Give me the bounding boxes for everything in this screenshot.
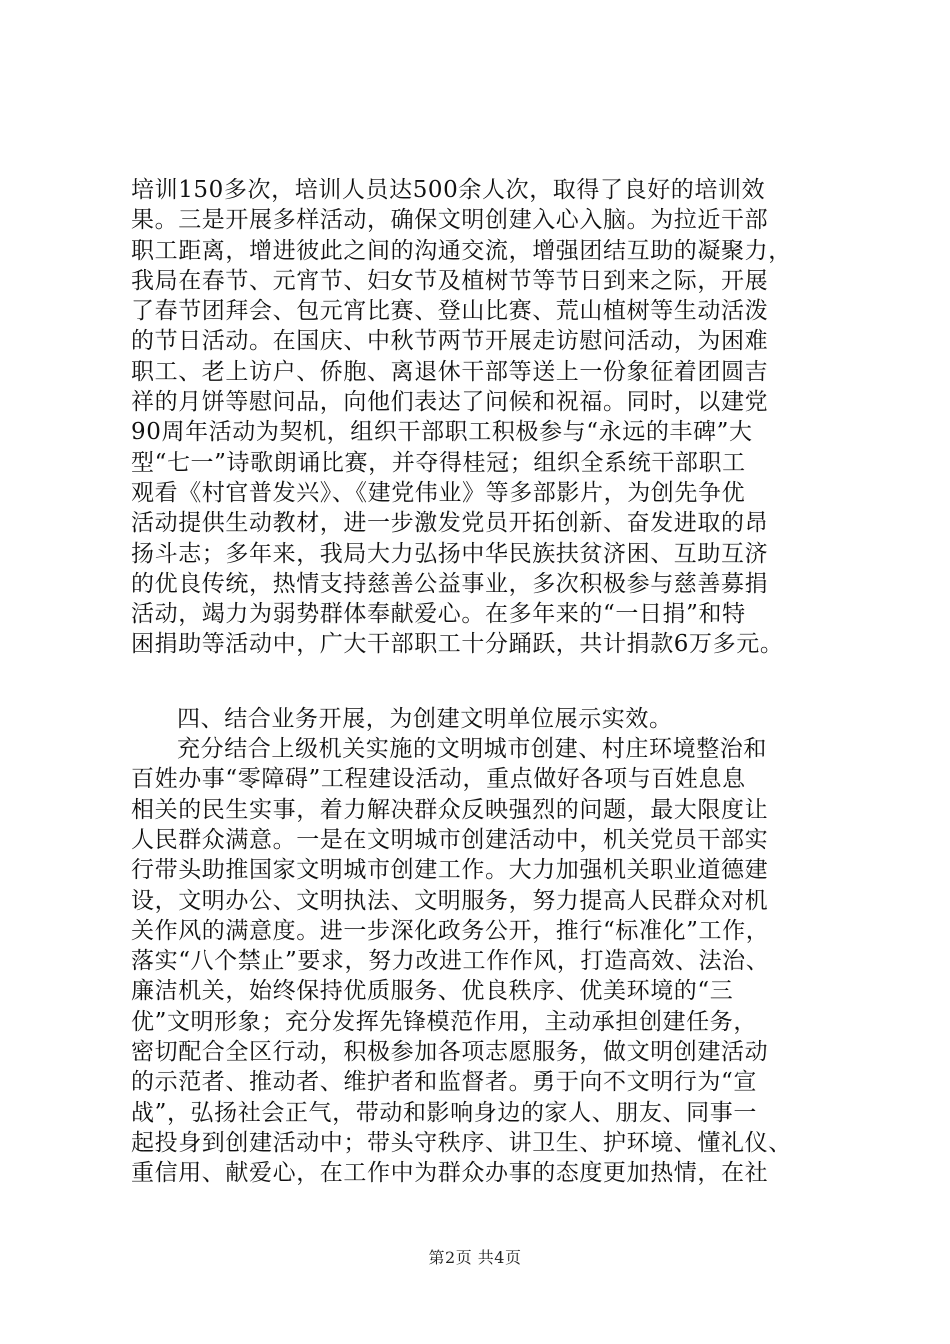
text-line: 起投身到创建活动中；带头守秩序、讲卫生、护环境、懂礼仪、 xyxy=(131,1129,792,1156)
text-line: 的示范者、推动者、维护者和监督者。勇于向不文明行为“宣 xyxy=(131,1069,757,1096)
section-heading xyxy=(131,704,831,734)
text-line: 行带头助推国家文明城市创建工作。大力加强机关职业道德建 xyxy=(131,857,769,884)
text-line: 职工、老上访户、侨胞、离退休干部等送上一份象征着团圆吉 xyxy=(131,358,769,385)
page-number: 第2页 共4页 xyxy=(428,1248,522,1267)
text-line: 落实“八个禁止”要求，努力改进工作作风，打造高效、法治、 xyxy=(131,948,770,975)
text-line: 型“七一”诗歌朗诵比赛，并夺得桂冠；组织全系统干部职工 xyxy=(131,449,746,476)
paragraph-activities xyxy=(131,175,831,660)
text-line: 密切配合全区行动，积极参加各项志愿服务，做文明创建活动 xyxy=(131,1039,769,1066)
text-line: 90周年活动为契机，组织干部职工积极参与“永远的丰碑”大 xyxy=(131,419,753,446)
page-footer xyxy=(0,1245,950,1268)
text-line: 活动提供生动教材，进一步激发党员开拓创新、奋发进取的昂 xyxy=(131,510,769,537)
text-line: 培训150多次，培训人员达500余人次，取得了良好的培训效 xyxy=(131,177,766,203)
text-line: 我局在春节、元宵节、妇女节及植树节等节日到来之际，开展 xyxy=(131,267,769,294)
text-line: 了春节团拜会、包元宵比赛、登山比赛、荒山植树等生动活泼 xyxy=(131,298,769,325)
text-line: 扬斗志；多年来，我局大力弘扬中华民族扶贫济困、互助互济 xyxy=(131,540,769,567)
paragraph-business xyxy=(131,734,831,1188)
text-line: 的优良传统，热情支持慈善公益事业，多次积极参与慈善募捐 xyxy=(131,570,769,597)
text-line: 相关的民生实事，着力解决群众反映强烈的问题，最大限度让 xyxy=(131,796,769,823)
text-line: 廉洁机关，始终保持优质服务、优良秩序、优美环境的“三 xyxy=(131,978,734,1005)
section-heading-text: 四、结合业务开展，为创建文明单位展示实效。 xyxy=(177,705,673,732)
text-line: 困捐助等活动中，广大干部职工十分踊跃，共计捐款6万多元。 xyxy=(131,631,784,658)
text-line: 的节日活动。在国庆、中秋节两节开展走访慰问活动，为困难 xyxy=(131,328,769,355)
text-line: 人民群众满意。一是在文明城市创建活动中，机关党员干部实 xyxy=(131,826,769,853)
text-line: 充分结合上级机关实施的文明城市创建、村庄环境整治和 xyxy=(177,736,767,763)
text-line: 职工距离，增进彼此之间的沟通交流，增强团结互助的凝聚力， xyxy=(131,237,792,264)
text-line: 祥的月饼等慰问品，向他们表达了问候和祝福。同时，以建党 xyxy=(131,389,769,416)
body-text xyxy=(131,175,831,1189)
text-line: 百姓办事“零障碍”工程建设活动，重点做好各项与百姓息息 xyxy=(131,766,746,793)
text-line: 设，文明办公、文明执法、文明服务，努力提高人民群众对机 xyxy=(131,887,769,914)
text-line: 重信用、献爱心，在工作中为群众办事的态度更加热情，在社 xyxy=(131,1160,769,1187)
text-line: 活动，竭力为弱势群体奉献爱心。在多年来的“一日捐”和特 xyxy=(131,601,746,628)
paragraph-spacer xyxy=(131,660,831,704)
text-line: 果。三是开展多样活动，确保文明创建入心入脑。为拉近干部 xyxy=(131,207,769,234)
text-line: 优”文明形象；充分发挥先锋模范作用，主动承担创建任务， xyxy=(131,1008,757,1035)
text-line: 战”，弘扬社会正气，带动和影响身边的家人、朋友、同事一 xyxy=(131,1099,757,1126)
text-line: 观看《村官普发兴》、《建党伟业》等多部影片，为创先争优 xyxy=(131,479,746,506)
text-line: 关作风的满意度。进一步深化政务公开，推行“标准化”工作， xyxy=(131,917,770,944)
